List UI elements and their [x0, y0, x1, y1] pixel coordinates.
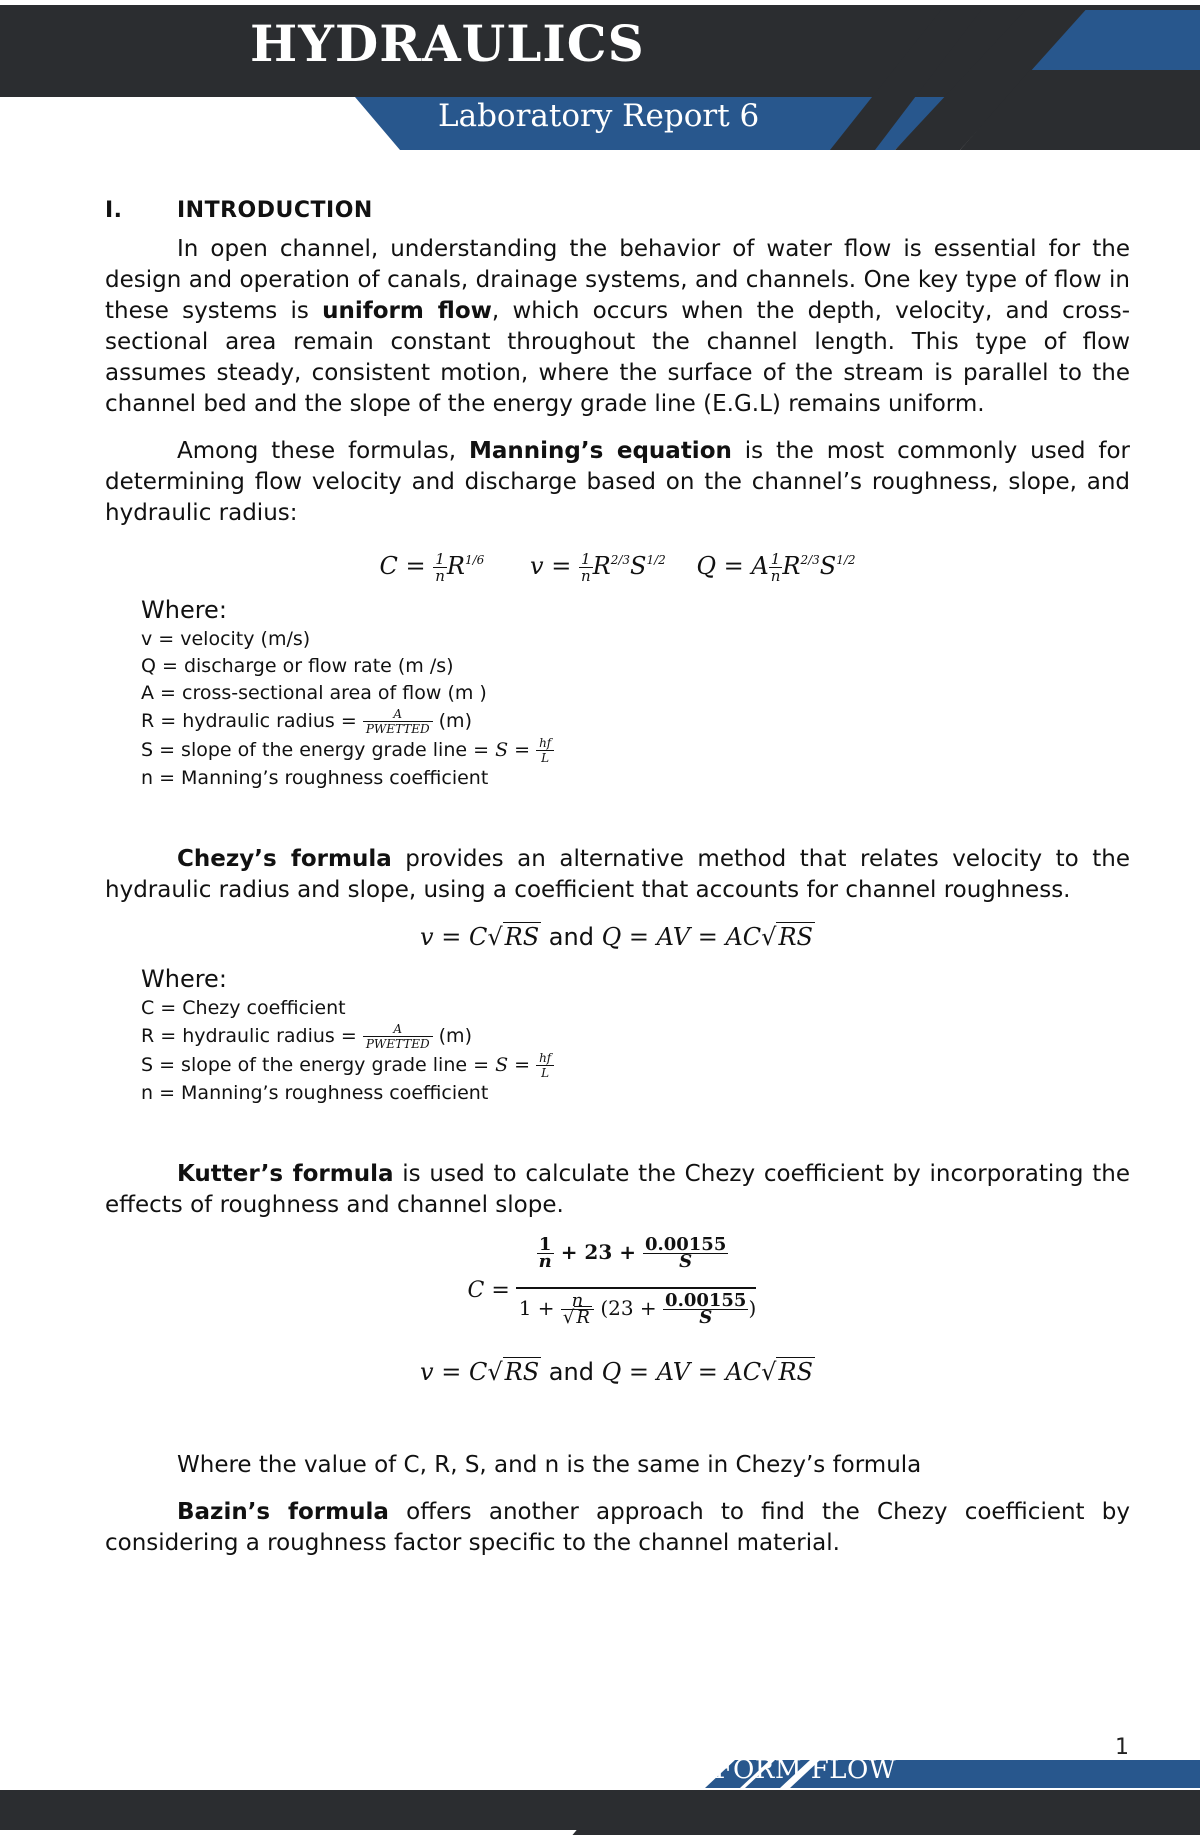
bazin-paragraph	[105, 1497, 1130, 1559]
def-roughness-2: n = Manning’s roughness coefficient	[141, 1082, 489, 1104]
def-area: A = cross-sectional area of flow (m )	[141, 682, 487, 704]
def-slope-2: S = slope of the energy grade line = S = $\frac{hf}{L}$	[141, 1051, 1130, 1080]
intro-text-a: In open channel, understanding the behavior of water flow is essential for the design and operation of canals, drainage systems, and channels. One key type of flow in these systems is	[105, 236, 1130, 324]
def-discharge: Q = discharge or flow rate (m /s)	[141, 655, 454, 677]
def-roughness: n = Manning’s roughness coefficient	[141, 767, 489, 789]
manning-c-eq: C = $\frac{1}{n}$ $R^{1/6}$	[379, 550, 485, 585]
chezy-bold-term: Chezy’s formula	[177, 846, 392, 872]
kutter-note: Where the value of C, R, S, and n is the same in Chezy’s formula	[177, 1452, 922, 1478]
manning-text-b: is the most commonly used for determining flow velocity and discharge based on the channel’s roughness, slope, and hydraulic radius:	[105, 438, 1130, 526]
def-slope: S = slope of the energy grade line = S = $\frac{hf}{L}$	[141, 736, 1130, 765]
kutter-denominator: 1 + $\frac{n}{√ R}$ (23 + $\frac{0.00155}{S}$ )	[518, 1290, 757, 1328]
kutter-chezy-equation: v = C√RS and Q = AV = AC√RS	[420, 1358, 813, 1386]
footer-label: UNIFORM FLOW	[658, 1755, 897, 1785]
kutter-text: is used to calculate the Chezy coefficient by incorporating the effects of roughness and channel slope.	[105, 1161, 1130, 1218]
section-number: I.	[105, 198, 123, 223]
kutter-fraction-bar	[516, 1287, 756, 1289]
chezy-equation: v = C√RS and Q = AV = AC√RS	[420, 923, 813, 951]
manning-text-a: Among these formulas,	[177, 438, 469, 464]
def-chezy-coefficient: C = Chezy coefficient	[141, 997, 346, 1019]
manning-paragraph	[105, 436, 1130, 529]
footer-banner	[0, 1690, 1200, 1835]
kutter-bold-term: Kutter’s formula	[177, 1161, 394, 1187]
report-subtitle: Laboratory Report 6	[438, 98, 760, 134]
manning-definitions	[141, 626, 1130, 792]
footer-dark-base	[0, 1790, 1200, 1830]
where-label-2: Where:	[141, 965, 227, 993]
def-velocity: v = velocity (m/s)	[141, 628, 311, 650]
section-heading	[105, 195, 1130, 226]
intro-bold-term: uniform flow	[322, 298, 492, 324]
bazin-bold-term: Bazin’s formula	[177, 1499, 389, 1525]
manning-q-eq: Q = A $\frac{1}{n}$ $R^{2/3}S^{1/2}$	[696, 550, 856, 585]
kutter-c-label: C =	[467, 1278, 510, 1303]
intro-text-b: , which occurs when the depth, velocity, and cross-sectional area remain constant throughout the channel length. This type of flow assumes steady, consistent motion, where the surface of the stream is parallel to the channel bed and the slope of the energy grade line (E.G.L) remains uniform.	[105, 298, 1130, 417]
kutter-numerator: $\frac{1}{n}$ + 23 + $\frac{0.00155}{S}$	[538, 1234, 727, 1272]
intro-paragraph	[105, 234, 1130, 420]
section-title: INTRODUCTION	[177, 198, 373, 223]
def-hydraulic-radius-2: R = hydraulic radius = $\frac{A}{\text{PWETTED}}$ (m)	[141, 1022, 472, 1051]
chezy-paragraph	[105, 844, 1130, 906]
kutter-paragraph	[105, 1159, 1130, 1221]
def-hydraulic-radius: R = hydraulic radius = $\frac{A}{\text{PWETTED}}$ (m)	[141, 707, 472, 736]
page-number: 1	[1115, 1735, 1129, 1760]
chezy-text: provides an alternative method that relates velocity to the hydraulic radius and slope, using a coefficient that accounts for channel roughness.	[105, 846, 1131, 903]
document-body	[105, 195, 1130, 1575]
manning-bold-term: Manning’s equation	[468, 438, 732, 464]
manning-v-eq: v = $\frac{1}{n}$ $R^{2/3}S^{1/2}$	[530, 550, 666, 585]
report-title: HYDRAULICS	[250, 14, 645, 73]
where-label-1: Where:	[141, 596, 227, 624]
kutter-equation	[467, 1234, 768, 1347]
manning-equations	[105, 545, 1130, 584]
bazin-text: offers another approach to find the Chezy coefficient by considering a roughness factor specific to the channel material.	[105, 1499, 1131, 1556]
chezy-definitions	[141, 995, 1130, 1107]
